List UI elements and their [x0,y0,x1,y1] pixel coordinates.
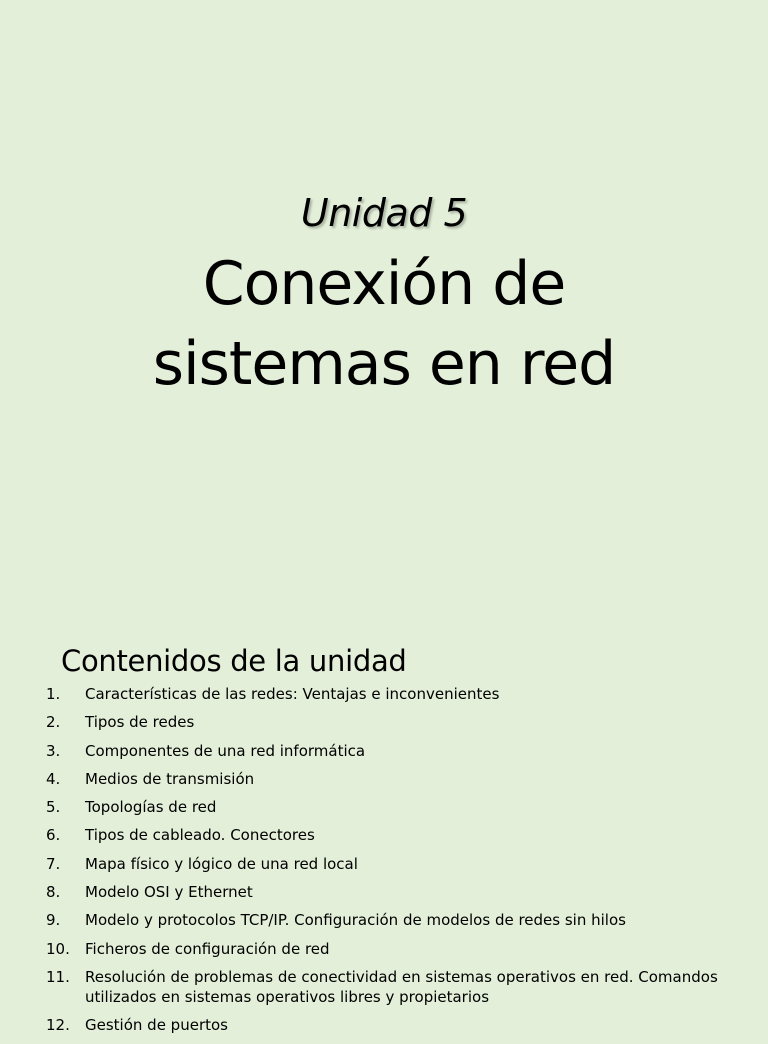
list-item-number: 1. [46,685,61,703]
list-item-text: Tipos de cableado. Conectores [85,826,315,845]
list-item-number: 9. [46,911,61,930]
list-item-number: 12. [46,1016,70,1035]
list-item [40,797,740,817]
slide-title [0,244,768,404]
list-item [40,967,740,1007]
contents-list [40,684,740,1044]
list-item-number: 4. [46,769,61,788]
list-item-text: Medios de transmisión [85,769,255,788]
list-item [40,769,740,789]
list-item [40,882,740,902]
list-item-text: Modelo OSI y Ethernet [85,883,253,902]
list-item-number: 5. [46,798,61,817]
unit-label: Unidad 5 [300,191,468,235]
list-item-number: 8. [46,883,61,902]
slide-title-line: sistemas en red [152,329,616,399]
list-item-number: 11. [46,967,70,986]
list-item-text: Gestión de puertos [85,1016,228,1035]
list-item-number: 7. [46,854,61,873]
list-item-text: Características de las redes: Ventajas e inconvenientes [85,685,500,703]
list-item-text: Modelo y protocolos TCP/IP. Configuración de modelos de redes sin hilos [85,911,626,930]
list-item [40,741,740,761]
list-item-number: 6. [46,826,61,845]
list-item [40,1015,740,1035]
list-item-text: Mapa físico y lógico de una red local [85,854,358,873]
list-item [40,854,740,874]
list-item [40,684,740,704]
list-item [40,712,740,732]
list-item-number: 3. [46,741,61,760]
list-item-number: 10. [46,939,70,958]
list-item-number: 2. [46,713,61,732]
list-item [40,910,740,930]
list-item [40,939,740,959]
list-item [40,825,740,845]
list-item-text: Resolución de problemas de conectividad en sistemas operativos en red. Comandos utilizados en sistemas operativos libres y propietarios [85,967,718,1006]
list-item-text: Componentes de una red informática [85,741,366,760]
list-item-text: Tipos de redes [85,713,195,732]
list-item-text: Ficheros de configuración de red [85,939,330,958]
slide-title-line: Conexión de [202,249,566,319]
contents-heading: Contenidos de la unidad [61,644,407,678]
list-item-text: Topologías de red [85,798,217,817]
